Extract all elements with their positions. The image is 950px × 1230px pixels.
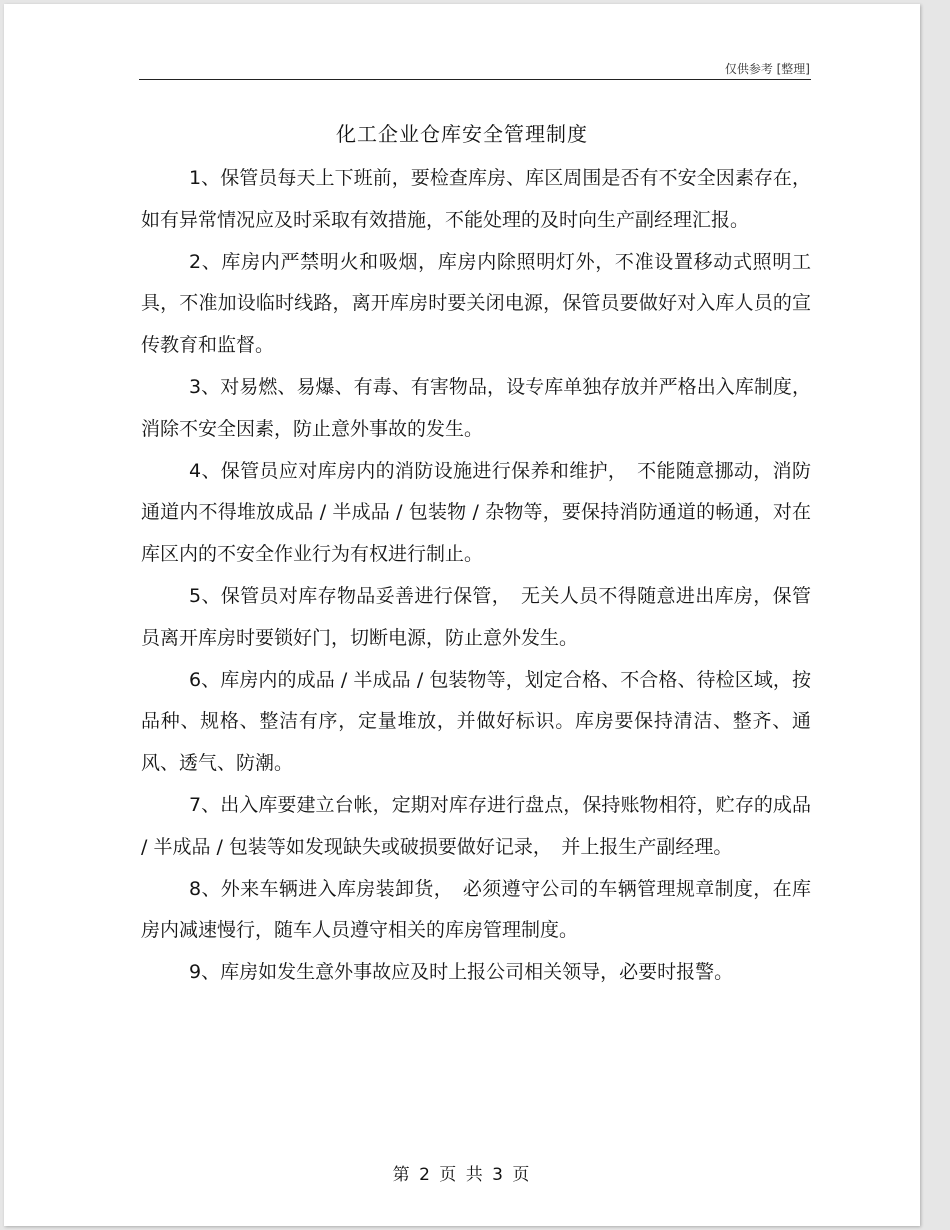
clause-8: 8、外来车辆进入库房装卸货， 必须遵守公司的车辆管理规章制度，在库房内减速慢行，随车人员遵守相关的库房管理制度。 [141, 877, 811, 942]
document-title: 化工企业仓库安全管理制度 [336, 122, 588, 146]
clause-4: 4、保管员应对库房内的消防设施进行保养和维护， 不能随意挪动，消防通道内不得堆放成品 / 半成品 / 包装物 / 杂物等，要保持消防通道的畅通，对在库区内的不安全作业行为有权进行制止。 [141, 459, 811, 566]
clause-6: 6、库房内的成品 / 半成品 / 包装物等，划定合格、不合格、待检区域，按品种、规格、整洁有序，定量堆放，并做好标识。库房要保持清洁、整齐、通风、透气、防潮。 [141, 668, 811, 775]
clause-7: 7、出入库要建立台帐，定期对库存进行盘点，保持账物相符，贮存的成品 / 半成品 / 包装等如发现缺失或破损要做好记录， 并上报生产副经理。 [141, 793, 811, 858]
clause-1: 1、保管员每天上下班前，要检查库房、库区周围是否有不安全因素存在，如有异常情况应及时采取有效措施，不能处理的及时向生产副经理汇报。 [141, 167, 811, 231]
clause-9: 9、库房如发生意外事故应及时上报公司相关领导，必要时报警。 [189, 961, 734, 984]
header-divider [139, 79, 811, 80]
clause-3: 3、对易燃、易爆、有毒、有害物品，设专库单独存放并严格出入库制度，消除不安全因素，防止意外事故的发生。 [141, 375, 811, 440]
clause-5: 5、保管员对库存物品妥善进行保管， 无关人员不得随意进出库房，保管员离开库房时要锁好门，切断电源，防止意外发生。 [141, 584, 811, 649]
clause-list [141, 158, 811, 994]
header-note: 仅供参考 [整理] [724, 62, 810, 76]
page-indicator: 第 2 页 共 3 页 [392, 1165, 532, 1185]
document-page [4, 4, 920, 1226]
clause-2: 2、库房内严禁明火和吸烟，库房内除照明灯外，不准设置移动式照明工具，不准加设临时线路，离开库房时要关闭电源，保管员要做好对入库人员的宣传教育和监督。 [141, 250, 811, 357]
